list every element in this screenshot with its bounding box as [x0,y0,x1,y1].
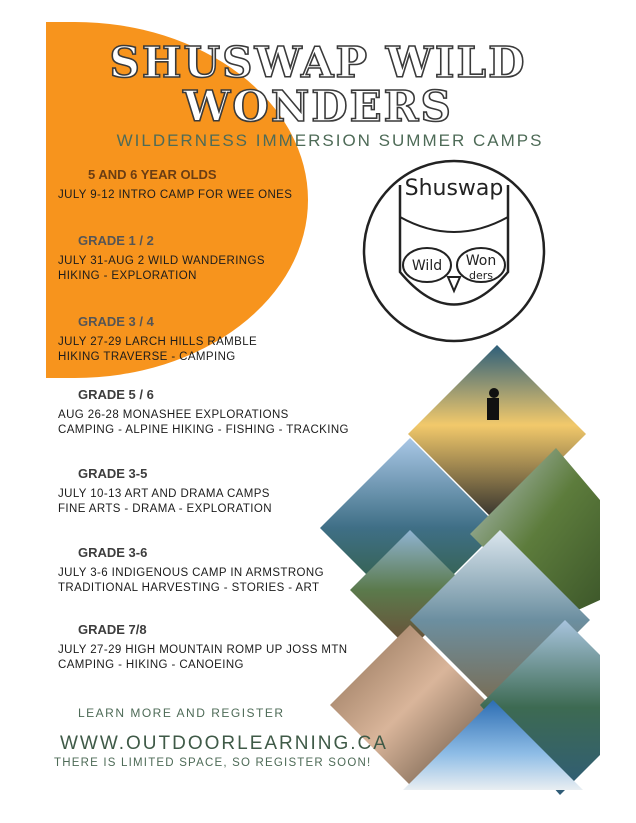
logo-top-text: Shuswap [404,176,504,201]
camp-line: JULY 10-13 ART AND DRAMA CAMPS [58,488,270,500]
camp-grade: GRADE 3 / 4 [78,314,154,329]
camp-grade: GRADE 3-5 [78,466,148,481]
camp-line: CAMPING - HIKING - CANOEING [58,659,244,671]
camp-line: JULY 3-6 INDIGENOUS CAMP IN ARMSTRONG [58,567,324,579]
camp-grade: GRADE 5 / 6 [78,387,154,402]
camp-line: TRADITIONAL HARVESTING - STORIES - ART [58,582,320,594]
camp-entry [58,167,292,203]
camp-entry [58,622,347,673]
camp-entry [58,233,265,284]
camp-grade: 5 AND 6 YEAR OLDS [88,167,217,182]
title-line-2: WONDERS [183,82,453,131]
logo-left-text: Wild [411,258,443,274]
logo-right-text-2: ders [468,269,494,282]
limited-space-note: THERE IS LIMITED SPACE, SO REGISTER SOON! [54,757,372,769]
camp-grade: GRADE 3-6 [78,545,148,560]
camp-entry [58,466,272,517]
camp-entry [58,387,349,438]
camp-line: HIKING TRAVERSE - CAMPING [58,351,236,363]
logo-right-text-1: Won [465,253,497,269]
owl-logo [360,157,548,345]
camp-line: JULY 27-29 HIGH MOUNTAIN ROMP UP JOSS MTN [58,644,348,656]
camp-line: JULY 9-12 INTRO CAMP FOR WEE ONES [58,189,293,201]
camp-entry [58,314,257,365]
camp-line: HIKING - EXPLORATION [58,270,197,282]
camp-entry [58,545,324,596]
title-line-1: SHUSWAP WILD [109,38,527,87]
camp-line: CAMPING - ALPINE HIKING - FISHING - TRACKING [58,424,349,436]
camp-line: JULY 27-29 LARCH HILLS RAMBLE [58,336,258,348]
camp-line: JULY 31-AUG 2 WILD WANDERINGS [58,255,265,267]
subtitle: WILDERNESS IMMERSION SUMMER CAMPS [116,131,544,150]
camp-line: FINE ARTS - DRAMA - EXPLORATION [58,503,272,515]
learn-more-text: LEARN MORE AND REGISTER [78,706,285,720]
website-link[interactable]: WWW.OUTDOORLEARNING.CA [60,733,388,754]
camp-grade: GRADE 1 / 2 [78,233,154,248]
camp-grade: GRADE 7/8 [78,622,147,637]
camp-line: AUG 26-28 MONASHEE EXPLORATIONS [58,409,289,421]
